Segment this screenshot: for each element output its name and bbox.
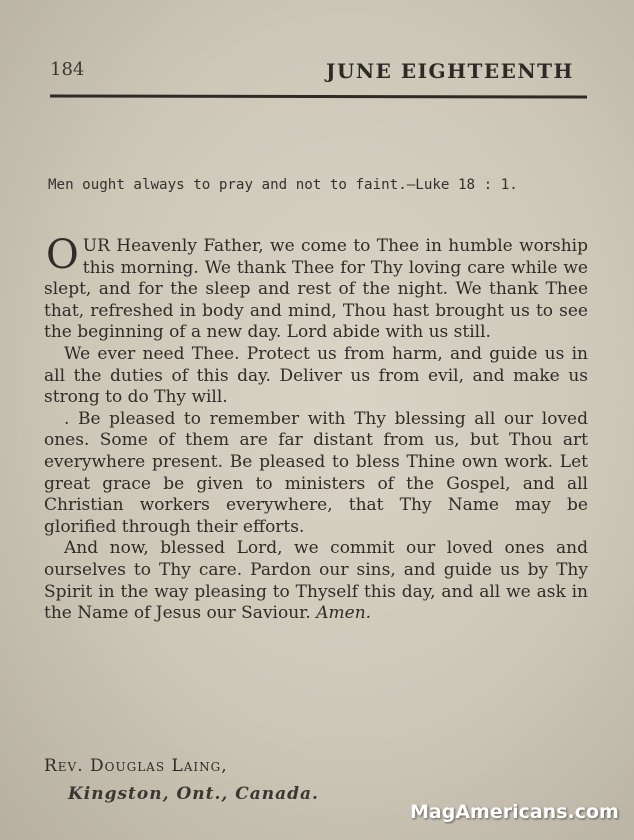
author-name: Rev. Douglas Laing, xyxy=(44,756,228,776)
page-number: 184 xyxy=(50,59,85,80)
prayer-body xyxy=(44,232,588,625)
prayer-paragraph-1 xyxy=(44,232,588,344)
author-location: Kingston, Ont., Canada. xyxy=(68,784,319,804)
header-rule xyxy=(50,95,587,99)
paragraph-4-text: And now, blessed Lord, we commit our loved ones and ourselves to Thy care. Pardon our sins, and guide us by Thy Spirit in the way pleasing to Thyself this day, and all we ask in the Name of Jesus our Saviour. xyxy=(44,538,588,624)
watermark: MagAmericans.com xyxy=(410,801,619,823)
prayer-paragraph-4 xyxy=(44,538,588,624)
prayer-paragraph-3: . Be pleased to remember with Thy blessing all our loved ones. Some of them are far distant from us, but Thou art everywhere present. Be pleased to bless Thine own work. Let great grace be given to ministers of the Gospel, and all Christian workers everywhere, that Thy Name may be glorified through their efforts. xyxy=(44,408,588,537)
scripture-epigraph: Men ought always to pray and not to faint.—Luke 18 : 1. xyxy=(48,177,518,193)
amen: Amen. xyxy=(316,603,372,624)
page-header-title: JUNE EIGHTEENTH xyxy=(326,59,574,83)
drop-cap: O xyxy=(46,232,79,278)
paragraph-1-text: UR Heavenly Father, we come to Thee in humble worship this morning. We thank Thee for Thy loving care while we slept, and for the sleep and rest of the night. We thank Thee that, refreshed in body and mind, Thou hast brought us to see the beginning of a new day. Lord abide with us still. xyxy=(44,236,588,343)
prayer-paragraph-2: We ever need Thee. Protect us from harm, and guide us in all the duties of this day. Deliver us from evil, and make us strong to do Thy will. xyxy=(44,343,588,408)
